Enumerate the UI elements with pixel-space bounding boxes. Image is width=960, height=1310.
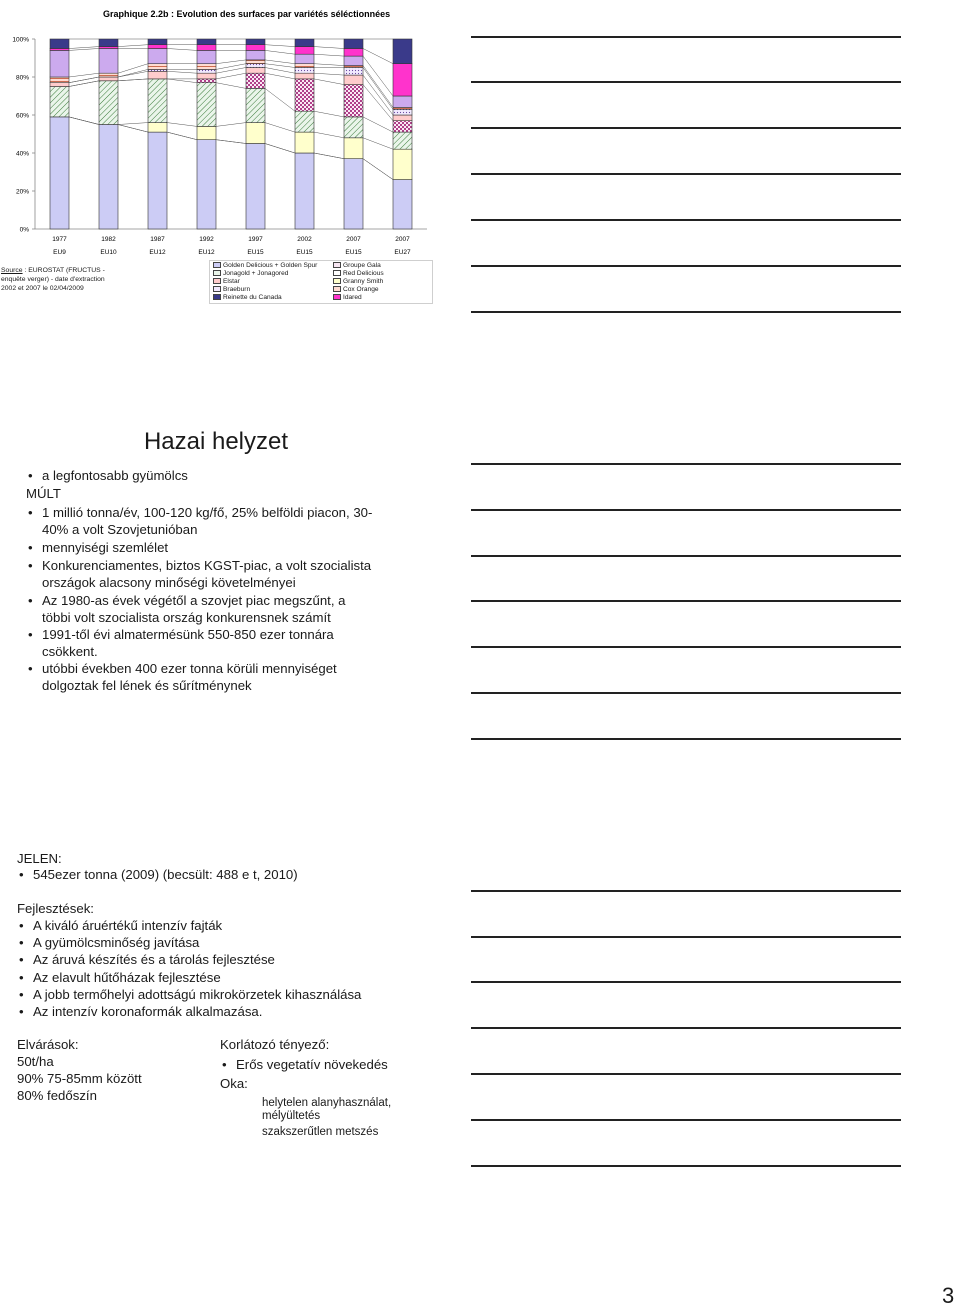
bar-segment xyxy=(197,140,216,229)
bar-segment xyxy=(148,71,167,79)
bar-segment xyxy=(393,180,412,229)
bullet-item: • 545ezer tonna (2009) (becsült: 488 e t, 2010) xyxy=(17,866,298,883)
legend-label: Idared xyxy=(343,294,362,301)
bar-segment xyxy=(344,85,363,117)
series-connector xyxy=(69,47,99,49)
notes-line xyxy=(471,219,901,221)
bullet-item: • a legfontosabb gyümölcs xyxy=(26,467,188,484)
series-connector xyxy=(363,117,393,132)
legend-label: Red Delicious xyxy=(343,270,384,277)
series-connector xyxy=(265,144,295,154)
legend-swatch xyxy=(333,278,341,284)
bullet-item: • A kiváló áruértékű intenzív fajták xyxy=(17,917,222,934)
page-number: 3 xyxy=(942,1283,955,1308)
bar-segment xyxy=(197,126,216,139)
series-connector xyxy=(363,75,393,115)
bullet-item: • Az intenzív koronaformák alkalmazása. xyxy=(17,1003,262,1020)
bar-segment xyxy=(148,132,167,229)
bar-segment xyxy=(197,50,216,63)
bar-segment xyxy=(246,45,265,51)
x-tick-label: 1982 xyxy=(101,236,116,243)
chart-slide xyxy=(0,0,432,305)
series-connector xyxy=(314,132,344,138)
bar-segment xyxy=(393,121,412,132)
cause-line: szakszerűtlen metszés xyxy=(262,1126,379,1138)
notes-line xyxy=(471,173,901,175)
y-tick-label: 100% xyxy=(12,36,29,44)
source-line1: : EUROSTAT (FRUCTUS - xyxy=(22,267,105,274)
bar-segment xyxy=(148,64,167,70)
legend-item xyxy=(333,294,362,302)
bar-segment xyxy=(344,56,363,66)
legend-item xyxy=(333,278,383,286)
series-connector xyxy=(265,45,295,47)
bar-segment xyxy=(246,50,265,60)
bar-segment xyxy=(197,69,216,73)
bar-segment xyxy=(393,132,412,149)
bar-segment xyxy=(148,79,167,123)
notes-line xyxy=(471,890,901,892)
expectation-line: 80% fedőszín xyxy=(17,1088,97,1103)
past-heading: MÚLT xyxy=(26,486,61,501)
bar-segment xyxy=(197,45,216,51)
bar-segment xyxy=(393,96,412,107)
bar-segment xyxy=(99,39,118,47)
notes-line xyxy=(471,1027,901,1029)
x-axis xyxy=(52,236,411,256)
limiting-factor-heading: Korlátozó tényező: xyxy=(220,1037,330,1052)
y-tick-label: 20% xyxy=(15,188,29,196)
notes-line xyxy=(471,265,901,267)
legend-label: Braeburn xyxy=(223,286,251,293)
legend-swatch xyxy=(213,278,221,284)
bar-segment xyxy=(393,115,412,121)
notes-line xyxy=(471,1073,901,1075)
bar-segment xyxy=(295,73,314,79)
cause-heading: Oka: xyxy=(220,1076,248,1091)
series-connector xyxy=(216,73,246,79)
series-connector xyxy=(167,79,197,83)
bar-segment xyxy=(50,39,69,49)
slide-title: Hazai helyzet xyxy=(143,428,289,455)
bullet-item: • Konkurenciamentes, biztos KGST-piac, a volt szocialista országok alacsony minőségi követelményei xyxy=(26,557,371,591)
x-group-label: EU15 xyxy=(345,249,362,256)
bar-segment xyxy=(393,64,412,96)
series-connector xyxy=(363,159,393,180)
series-connector xyxy=(167,123,197,127)
notes-line xyxy=(471,600,901,602)
legend-label: Elstar xyxy=(223,278,240,285)
series-connector xyxy=(216,123,246,127)
legend-label: Reinette du Canada xyxy=(223,294,282,301)
bar-segment xyxy=(197,83,216,127)
bar-segment xyxy=(295,132,314,153)
source-note xyxy=(1,266,121,293)
bar-segment xyxy=(50,77,69,83)
bullet-item: • Az 1980-as évek végétől a szovjet piac megszűnt, a többi volt szocialista ország konkurensnek számít xyxy=(26,592,345,626)
series-connector xyxy=(118,125,148,133)
bar-segment xyxy=(295,47,314,55)
notes-line xyxy=(471,127,901,129)
series-connector xyxy=(265,50,295,54)
bar-segment xyxy=(246,123,265,144)
bullet-item: • Az áruvá készítés és a tárolás fejlesztése xyxy=(17,951,275,968)
bar-segment xyxy=(148,123,167,133)
bar-segment xyxy=(246,68,265,74)
bar-segment xyxy=(50,50,69,77)
bullet-item: • utóbbi években 400 ezer tonna körüli mennyiséget dolgoztak fel lének és sűrítménynek xyxy=(26,660,337,694)
chart-title: Graphique 2.2b : Evolution des surfaces par variétés séléctionnées xyxy=(103,9,391,19)
legend-item xyxy=(213,278,240,286)
bar-segment xyxy=(197,39,216,45)
notes-line xyxy=(471,555,901,557)
legend-label: Cox Orange xyxy=(343,286,379,293)
bar-segment xyxy=(295,64,314,68)
bullet-item: • mennyiségi szemlélet xyxy=(26,539,168,556)
bar-segment xyxy=(344,39,363,49)
present-heading: JELEN: xyxy=(17,851,62,866)
x-tick-label: 1987 xyxy=(150,236,165,243)
legend-swatch xyxy=(333,270,341,276)
series-connector xyxy=(314,64,344,66)
x-tick-label: 1992 xyxy=(199,236,214,243)
series-connector xyxy=(118,123,148,125)
series-connector xyxy=(265,68,295,74)
bar-segment xyxy=(295,79,314,111)
chart-legend xyxy=(209,260,433,304)
series-connector xyxy=(69,49,99,51)
legend-label: Jonagold + Jonagored xyxy=(223,270,289,277)
bar-segment xyxy=(50,117,69,229)
notes-line xyxy=(471,36,901,38)
legend-item xyxy=(213,262,317,270)
legend-item xyxy=(333,262,381,270)
y-tick-label: 60% xyxy=(15,112,29,120)
series-connector xyxy=(314,73,344,75)
expectation-line: 90% 75-85mm között xyxy=(17,1071,142,1086)
legend-swatch xyxy=(213,286,221,292)
bar-segment xyxy=(246,144,265,230)
series-connector xyxy=(216,140,246,144)
x-tick-label: 1977 xyxy=(52,236,67,243)
bar-segment xyxy=(295,153,314,229)
bullet-item: • Az elavult hűtőházak fejlesztése xyxy=(17,969,221,986)
bullet-item: • A gyümölcsminőség javítása xyxy=(17,934,199,951)
notes-line xyxy=(471,463,901,465)
series-connector xyxy=(118,64,148,73)
bar-segment xyxy=(295,39,314,47)
bar-segment xyxy=(295,68,314,74)
x-group-label: EU12 xyxy=(198,249,215,256)
series-connector xyxy=(314,79,344,85)
bar-segment xyxy=(344,117,363,138)
bar-segment xyxy=(246,60,265,64)
series-connector xyxy=(314,153,344,159)
notes-line xyxy=(471,509,901,511)
series-connector xyxy=(118,79,148,81)
series-connector xyxy=(167,71,197,73)
series-connector xyxy=(167,132,197,140)
legend-item xyxy=(213,286,250,294)
legend-swatch xyxy=(213,262,221,268)
notes-line xyxy=(471,646,901,648)
y-axis xyxy=(12,37,427,234)
bar-segment xyxy=(197,79,216,83)
notes-line xyxy=(471,936,901,938)
source-line3: 2002 et 2007 le 02/04/2009 xyxy=(1,285,84,292)
developments-heading: Fejlesztések: xyxy=(17,901,94,916)
bullet-item: • 1991-től évi almatermésünk 550-850 ezer tonnára csökkent. xyxy=(26,626,334,660)
series-connector xyxy=(314,47,344,49)
y-tick-label: 80% xyxy=(15,74,29,82)
legend-item xyxy=(333,270,384,278)
y-tick-label: 40% xyxy=(15,150,29,158)
legend-swatch xyxy=(333,262,341,268)
notes-line xyxy=(471,81,901,83)
series-connector xyxy=(265,88,295,111)
bar-segment xyxy=(50,83,69,87)
bar-segment xyxy=(295,111,314,132)
notes-line xyxy=(471,311,901,313)
source-line2: enquête verger) - date d'extraction xyxy=(1,276,105,283)
bar-segment xyxy=(197,64,216,70)
bar-segment xyxy=(246,39,265,45)
bullet-item: • 1 millió tonna/év, 100-120 kg/fő, 25% belföldi piacon, 30- 40% a volt Szovjetunióban xyxy=(26,504,372,538)
series-connector xyxy=(363,66,393,108)
legend-swatch xyxy=(333,286,341,292)
bar-segment xyxy=(148,39,167,45)
bar-segment xyxy=(344,75,363,85)
x-group-label: EU15 xyxy=(247,249,264,256)
series-connector xyxy=(265,64,295,68)
legend-item xyxy=(333,286,379,294)
series-connector xyxy=(167,49,197,51)
x-tick-label: 2002 xyxy=(297,236,312,243)
bar-segment xyxy=(246,73,265,88)
series-connector xyxy=(363,138,393,149)
bar-segment xyxy=(295,54,314,64)
expectations-block xyxy=(17,1036,142,1104)
bar-segment xyxy=(99,73,118,77)
cause-line: helytelen alanyhasználat, xyxy=(262,1097,392,1109)
legend-item xyxy=(213,270,288,278)
x-tick-label: 1997 xyxy=(248,236,263,243)
bar-segment xyxy=(99,77,118,81)
bars xyxy=(50,39,412,229)
series-connector xyxy=(118,69,148,77)
notes-line xyxy=(471,692,901,694)
bar-segment xyxy=(246,64,265,68)
x-group-label: EU9 xyxy=(53,249,66,256)
notes-line xyxy=(471,738,901,740)
bullet-item: • A jobb termőhelyi adottságú mikrokörzetek kihasználása xyxy=(17,986,361,1003)
series-connector xyxy=(69,117,99,125)
bar-segment xyxy=(344,159,363,229)
bar-segment xyxy=(99,81,118,125)
x-group-label: EU27 xyxy=(394,249,411,256)
x-tick-label: 2007 xyxy=(346,236,361,243)
bar-segment xyxy=(393,39,412,64)
series-connector xyxy=(69,73,99,77)
bar-segment xyxy=(99,49,118,74)
notes-line xyxy=(471,1119,901,1121)
x-group-label: EU10 xyxy=(100,249,117,256)
bar-segment xyxy=(344,68,363,76)
series-connector xyxy=(118,71,148,77)
series-connector xyxy=(265,60,295,64)
notes-line xyxy=(471,981,901,983)
series-connector xyxy=(118,45,148,47)
bullet-item: • Erős vegetatív növekedés xyxy=(220,1056,388,1073)
source-label: Source xyxy=(1,267,23,274)
cause-line: mélyültetés xyxy=(262,1110,321,1122)
legend-label: Groupe Gala xyxy=(343,262,381,269)
legend-label: Granny Smith xyxy=(343,278,384,285)
bar-segment xyxy=(393,109,412,115)
legend-swatch xyxy=(213,270,221,276)
series-connector xyxy=(216,60,246,64)
legend-swatch xyxy=(333,294,341,300)
legend-label: Golden Delicious + Golden Spur xyxy=(223,262,318,269)
series-connector xyxy=(265,73,295,79)
series-connector xyxy=(314,111,344,117)
x-group-label: EU15 xyxy=(296,249,313,256)
series-connector xyxy=(363,49,393,64)
series-connector xyxy=(265,123,295,133)
notes-line xyxy=(471,1165,901,1167)
bar-segment xyxy=(50,87,69,117)
legend-swatch xyxy=(213,294,221,300)
series-connector xyxy=(314,54,344,56)
bar-segment xyxy=(246,88,265,122)
bar-segment xyxy=(197,73,216,79)
bar-segment xyxy=(148,49,167,64)
y-tick-label: 0% xyxy=(19,226,29,234)
bar-segment xyxy=(148,45,167,49)
bar-segment xyxy=(393,149,412,179)
x-group-label: EU12 xyxy=(149,249,166,256)
series-connector xyxy=(216,83,246,89)
expectations-heading: Elvárások: xyxy=(17,1037,79,1052)
x-tick-label: 2007 xyxy=(395,236,410,243)
expectation-line: 50t/ha xyxy=(17,1054,54,1069)
bar-segment xyxy=(344,138,363,159)
bar-segment xyxy=(99,125,118,230)
legend-item xyxy=(213,294,282,302)
bar-segment xyxy=(344,49,363,57)
